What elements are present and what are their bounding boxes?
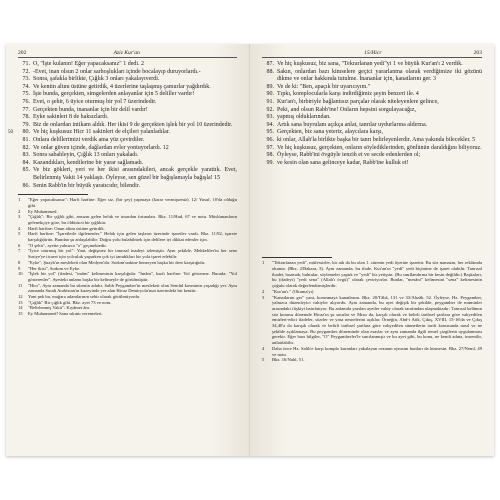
verse-number: 97. (266, 144, 274, 151)
footnote-text: Ey Muhammed. (28, 208, 58, 214)
verse (262, 61, 482, 69)
footnote-text: Harfi harfine: Onun altını üstüne getirdik. (28, 225, 105, 231)
footnote-text: "İyice oturmuş bir yol": Yani, değişmez bir tanrısal inadeyi izlemiştir. Aynı şekilde, Mekkeliler'in her sene Suriye'ye ticaret için yolculuk yaparken çok iyi tanıdıkları bir yola işaret edebilir. (28, 248, 237, 260)
footnote-number: 7 (18, 248, 21, 254)
footnote-text: "Eyke", Şuayb'ın mesleketi olan Medyen'dir. Sodom'unkine benzeyen başka bir dere karşıtığıdır. (28, 259, 206, 265)
verse-text: Sonra sabahleyin, Çığlık 13 onları yakaladı. (33, 152, 139, 159)
footnote-number: 2 (262, 288, 265, 294)
footnote-text: Ey Muhammed! Sana sıkıntı veremeleri. (28, 311, 103, 317)
left-page-number: 202 (18, 50, 27, 56)
verse-text: ki onlar, Allah'la birlikte başka bir tanrı belirleyenlerdir. Ama yakında bilecekler. 5 (277, 136, 476, 143)
verse (18, 152, 237, 160)
verse (18, 160, 237, 168)
footnote-number: 5 (262, 357, 265, 363)
footnote-text: "Kanatlarını ger" yani, korunmaya kanatlarını. Bkz. 20/Tâhâ, 131 ve 33/Ahzâb, 52. Öyleyse, Hz. Peygamber, yalnızca düzenleyici vahiyler alıyordu. Aynı zamanda, bu ayet değişik bir şekilde, peygamber ile müminler arasındaki ilişkiyi hatırlatıyor. Bu anlamda yazılan ayetler vahiy olarak tarafından ulaşmaktadır: Tanrısal kelâmın söz konusu dönemde Hicaz'ın şu sınırlar ve Mısır da, karşılı olarak ve belirli tarihsel şartlara göre vahyedilen emirleri-edici ifadeler, sözrler ve yasa nesnelerini açıklar. Örneğin, Abd-i Atik, Çıkış, XVIII, 15-16'da ve Çıkış 34,40'a da karışık olarak ve belirli tarihsel şartlara göre vahyedilen sünnetlerin tarifi konusunda nasıl ve ne şekilde açıklamaya. Bu peygamber döneminde olan esaslar ve aynı zamanda ilgili temel çizgilerin uygulanması gerekir. Eğer bazı bilgiler, "O" Peygamberler'le sınırlanmıştı ve bu ayet gibi, bu konu, ne kendi adına, imrenilir, anlatılabilir. (272, 294, 482, 346)
right-running-title: 15/Hicr (364, 50, 382, 56)
verse (18, 114, 237, 122)
right-page (250, 44, 494, 456)
verse-text: Öyleyse, Rabb'ini övgüyle tenzih et ve secde edenlerden ol; (277, 152, 421, 159)
verse-number: 77. (22, 106, 30, 113)
footnote-text: Daha önce Hz. Salih'e karşı komplo kuranları yakalayan cezanın aynısını bunları da kimsesin. Bkz. 27/Neml, 49 ve notu. (272, 345, 482, 357)
verse-text: Peki, and olsun Rabb'ine! Onların hepsini sorgulayacağız, (277, 106, 416, 113)
footnote-number: 5 (18, 231, 21, 237)
verse-number: 82. (22, 144, 30, 151)
verse-number: 75. (22, 91, 30, 98)
footnote-text: "Her ikisi", Sodom ve Eyke. (28, 265, 81, 271)
left-footnotes (18, 197, 237, 317)
footnote-number: 9 (18, 265, 21, 271)
verse (18, 107, 237, 115)
verse-text: Gerçekten, biz sana yeteriz, alaycılara karşı, (277, 129, 383, 136)
footnote-number: 11 (18, 282, 23, 288)
verse (262, 152, 482, 160)
footnote-number: 12 (18, 294, 23, 300)
verse (262, 91, 482, 99)
verse-number: 90. (266, 91, 274, 98)
right-page-number: 203 (473, 50, 482, 56)
verse (262, 114, 482, 122)
verse-number: 87. (266, 61, 274, 67)
footnote-text: "Kur'an'ı." (Okuma'yı) (272, 288, 314, 294)
verse-number: 93. (266, 114, 274, 121)
verse (18, 76, 237, 84)
right-footnotes (262, 260, 482, 363)
book-spread (6, 44, 494, 456)
footnote-number: 8 (18, 259, 21, 265)
footnote-text: "Çığlık" Bir çığlık gibi. Bkz. ayet 73 ve notu. (28, 299, 112, 305)
verse-text: Biz de onlardan intikam aldık. Her ikisi 9 de gerçekten işlek bir yol 10 üzerindedir. (33, 121, 233, 128)
verse (18, 91, 237, 99)
verse-text: Ve kentin altını üstüne getirdik, 4 üzerlerine taşlaşmış çamurlar yağdırdık. (33, 83, 211, 90)
footnote-number: 2 (18, 208, 21, 214)
verse (262, 145, 482, 153)
verse-text: ve kesin olan sana gelinceye kadar, Rabb'ine kulluk et! (277, 159, 409, 166)
verse-text: Eyke sakinleri 8 de haksızlardı. (33, 114, 109, 121)
left-footnote-rule (18, 194, 88, 195)
footnote-number: 15 (18, 311, 23, 317)
verse (18, 99, 237, 107)
verse-number: 86. (22, 182, 30, 189)
verse-number: 83. (22, 152, 30, 159)
verse (262, 99, 482, 107)
verse-text: -Evet, inan olsun 2 onlar sarhoşlukları içinde bocalayıp duruyorlardı.- (33, 68, 201, 75)
verse (18, 122, 237, 130)
verse (18, 61, 237, 69)
verse-number: 85. (22, 167, 30, 174)
verse (18, 145, 237, 153)
footnote (262, 295, 482, 346)
verse-number: 84. (22, 159, 30, 166)
verse-number: 80. (22, 129, 30, 136)
footnote-text: "O şehir", ayette yalnızca "o" geçmektedir. (28, 242, 107, 248)
verse-text: Tıpkı, komplocularla karşı indirdiğimiz şeyin benzeri ile. 4 (277, 91, 419, 98)
left-page (6, 44, 250, 456)
footnote-text: Yani pek bu, mağara adamlarının sehir olarak görülmüyordu. (28, 294, 141, 300)
footnote-text: Bkz. 16/Nahl, 51. (272, 357, 305, 363)
footnote (262, 260, 482, 289)
footnote-text: "İşlek bir yol" (ifadesi, "imâm" kelimesinin karşılığıdır. "İmâm", harfi harfine: Yol gösterme. Burada: "Yol gösterenler". Ayetteki anlamı başka bir kelimeyle de görülmüştür. (28, 271, 237, 282)
footnote-number: 3 (18, 214, 21, 220)
left-running-title: Aziz Kur'an (113, 50, 140, 56)
verse-text: Sakın, onlardan bazı kimselere geçici yararlanma olarak verdiğimize iki gözünü dikme ve onlar hakkında tutulme. İnananlar için, kanatlarını ger. 3 (277, 68, 482, 83)
left-verse-list (8, 61, 237, 190)
verse-number: 95. (266, 129, 274, 136)
footnote (262, 357, 482, 363)
verse-text: Ve de ki: "Ben, apaçık bir uyarıcıyım." (277, 83, 371, 90)
footnote (18, 248, 237, 259)
verse-number: 91. (266, 98, 274, 105)
verse-number: 88. (266, 68, 274, 75)
verse-number: 71. (22, 61, 30, 67)
verse (18, 183, 237, 191)
verse-text: yapmış olduklarından. (277, 114, 331, 121)
verse-number: 73. (22, 76, 30, 83)
verse-number: 79. (22, 121, 30, 128)
verse-text: Kazandıkları, kendilerine bir yarar sağlamadı. (33, 159, 144, 166)
verse (262, 137, 482, 145)
verse-number: 94. (266, 121, 274, 128)
verse-number: 74. (22, 83, 30, 90)
verse-number: 78. (22, 114, 30, 121)
verse-text: Kur'an'ı, birbiriyle bağlantısız parçalar olarak niteleyenlere gelince, (277, 98, 439, 105)
verse (262, 129, 482, 137)
verse (18, 137, 237, 145)
footnote-text: "Tekrarlanan yedi", müfessirler, bir adı da bu olan 1. sürenin yedi âyetine işarettir. Bu söz namazın, her rekâtında okunur. (Bkz. 2/Bakara, 3). Aynı zamanda, bu ifade, Kur'an'ın "yedi" yedi biçimine de işaret olabilir. Tanrısal ibadet, bozmak, buhtular, söylemeler yaptık ve "yedi" bir yetişsin. (Bu sınıflandırma bir kesin değildir.) Başkaları, bu (ifadeyi) "yedi sena" (Allah'ı övgü)" olarak çeviriyorlar. Bunlar, "mesâni" kelimesini "sena" kelimesinin çoğulu olarak değerlendirmişlerdir. (272, 260, 482, 289)
verse-text: Sonra, şafakla birlikte, Çığlık 3 onları yakalayıverdi. (33, 76, 160, 83)
footnote-text: "Çığlık": Bir çığlık gibi, ansızın gelen helak ve imardan fırtınaları. Bkz. 11/Hud, 67 ve notu. Müslümanların gelenekçiye göre, bu öldürücü bir çığlıktır. (28, 214, 237, 225)
footnote (262, 346, 482, 357)
verse (262, 122, 482, 130)
verse-text: Ve hiç kuşkusuz Hicr 11 sakinleri de elçileri yalanladılar. (33, 129, 170, 136)
verse-number: 98. (266, 152, 274, 159)
verse (262, 160, 482, 168)
verse (18, 167, 237, 182)
verse (262, 107, 482, 115)
footnote-number: 4 (262, 345, 265, 351)
footnote-text: "Hicr", Aynı zamanda bu sûrenin adıdır. Salih Peygamber'in mesleketi olan Semûd kavminin yaşadığı yer. Aynı zamanda Suudi Arabistan'ın kuzeyinde yer alan Hicaz Demiryolu'nun üzerindeki bir kenttir. (28, 282, 237, 294)
verse-number: 72. (22, 68, 30, 75)
footnote (18, 214, 237, 225)
footnote-number: 4 (18, 225, 21, 231)
footnote-number: 13 (18, 299, 23, 305)
verse-text: Ve onlar güven içinde, dağlardan evler yontuyorlardı. 12 (33, 144, 169, 151)
footnote-text: Harfi harfine: "İşaretlerle ilgilenenler." Helak için gelen taşların üzerinde işaretler vardı. Bkz. 11/82, işarete karşılığı|ürün. Bundan şu anlaşılabilir: Doğru yolu bulabilmek için delilere iyi dikkat edenler için. (28, 231, 237, 243)
right-running-head (262, 50, 482, 58)
right-footnote-rule (262, 257, 332, 258)
footnote-number: 6 (18, 242, 21, 248)
verse (262, 69, 482, 84)
verse-number: 96. (266, 136, 274, 143)
verse-text: Artık sana buyrulanı açıkça anlat, tanrılar uydurlarına aldırma. (277, 121, 428, 128)
footnote (18, 197, 237, 208)
footnote-text: "Eğer yapacaksanız": Harfi harfine: Eğer siz, (bir şey) yapmaya (karar vermişseniz). 12/ Yusuf, 10'da olduğu gibi. (28, 197, 237, 208)
footnote-number: 14 (18, 305, 23, 311)
footnote-text: "Belirlenmiş Vakit": Kıyâmet ânı. (28, 305, 91, 311)
verse-text: O, "İşte kulanın! Eğer yapacaksanız" 1 dedi. 2 (33, 61, 145, 67)
verse-text: Onlara delillerimizi verdik ama yüz çevirdiler. (33, 136, 145, 143)
verse-number: 89. (266, 83, 274, 90)
footnote (18, 231, 237, 242)
footnote (18, 271, 237, 282)
footnote-number: 1 (262, 260, 265, 266)
verse-text: Ve biz gökleri, yeri ve her ikisi arasındakileri, ancak gerçekle yarattık. Evet, Belirlenmiş Vakit 14 yaklaştı. Öyleyse, sen güzel bir bağışlamayla bağışla! 15 (33, 167, 237, 181)
verse-text: İşte bunda, gerçekten, simgelerden anlayanlar için 5 deliller vardır! (33, 91, 195, 98)
right-verse-list (262, 61, 482, 167)
footnote-number: 1 (18, 197, 21, 203)
verse-number: 81. (22, 136, 30, 143)
verse-text: Gerçekten bunda, inananlar için bir delil vardır! (33, 106, 148, 113)
left-running-head (18, 50, 237, 58)
verse-number: 92. (266, 106, 274, 113)
verse-text: Ve hiç kuşkusuz, gerçekten, onların söylediklerinden, gönlünün daraldığını biliyoruz. (277, 144, 482, 151)
verse (8, 129, 237, 137)
verse-text: Evet, o şehir, 6 üyice oturmuş bir yol 7 üzerindedir. (33, 98, 157, 105)
footnote (18, 311, 237, 317)
footnote-number: 3 (262, 294, 265, 300)
footnote (18, 283, 237, 294)
verse-text: Senin Rabb'in bir büyük yaratıcıdır, bilendir. (33, 182, 140, 189)
verse-text: Ve hiç kuşkusuz, biz sana, "Tekrarlanan yedi"yi 1 ve büyük Kur'an'ı 2 verdik. (277, 61, 463, 67)
footnote-number: 10 (18, 271, 23, 277)
verse-number: 76. (22, 98, 30, 105)
verse-number: 99. (266, 159, 274, 166)
margin-mark: 50 (8, 130, 13, 136)
